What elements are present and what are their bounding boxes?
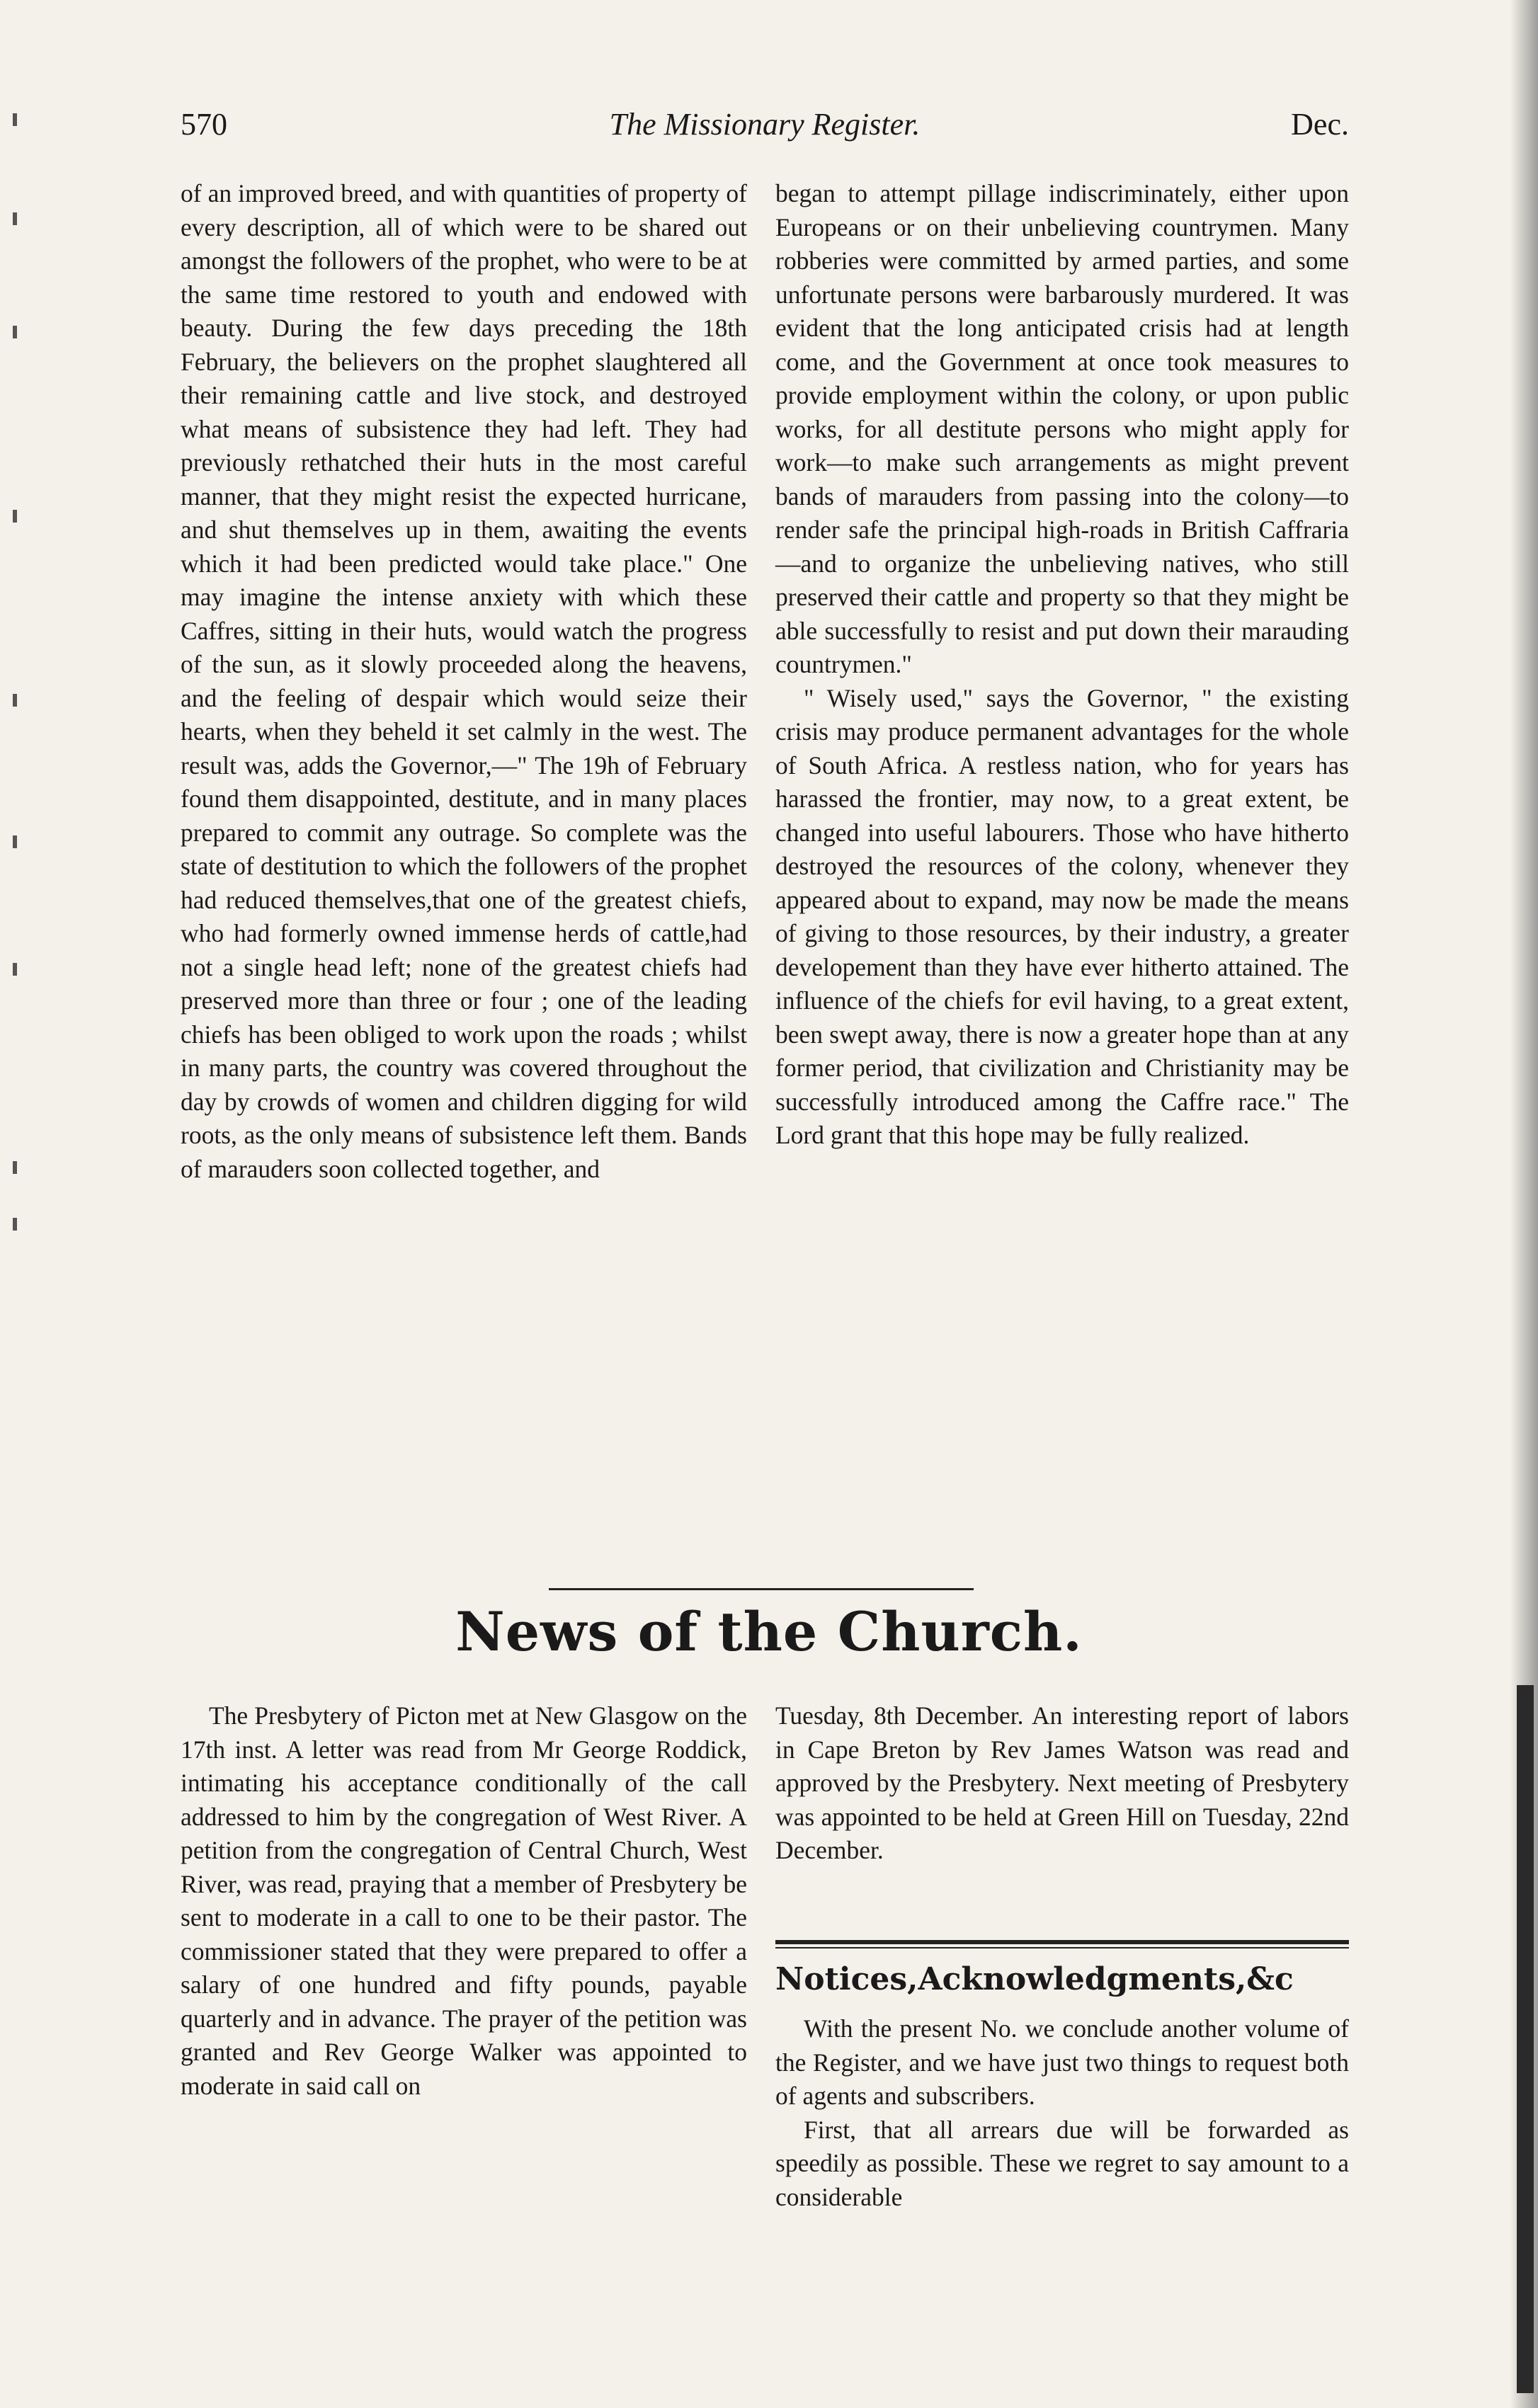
page-number: 570 bbox=[181, 107, 227, 142]
section-title: News of the Church. bbox=[455, 1600, 1083, 1663]
paragraph: Tuesday, 8th December. An interesting report of labors in Cape Breton by Rev James Watson was read and approved by the Presbytery. Next meeting of Presbytery was appointed to be held at Green Hill on Tuesday, 22nd December. bbox=[775, 1701, 1349, 1864]
paragraph: First, that all arrears due will be forwarded as speedily as possible. These we regret to say amount to a considerable bbox=[775, 2115, 1349, 2211]
running-head bbox=[181, 106, 1349, 156]
paragraph: The Presbytery of Picton met at New Glasgow on the 17th inst. A letter was read from Mr George Roddick, intimating his acceptance conditionally of the call addressed to him by the congregation of West River. A petition from the congregation of Central Church, West River, was read, praying that a member of Presbytery be sent to moderate in a call to one to be their pastor. The commissioner stated that they were prepared to offer a salary of one hundred and fifty pounds, payable quarterly and in advance. The prayer of the petition was granted and Rev George Walker was appointed to moderate in said call on bbox=[181, 1701, 748, 2100]
bottom-left-column bbox=[181, 1699, 747, 2103]
notices-divider bbox=[775, 1940, 1349, 1948]
notices-column bbox=[775, 2012, 1349, 2214]
binding-marks bbox=[0, 0, 42, 2408]
section-divider bbox=[549, 1588, 974, 1590]
issue-month: Dec. bbox=[1291, 107, 1349, 142]
paragraph: began to attempt pillage indiscriminately, either upon Europeans or on their unbelieving countrymen. Many robberies were committed by armed parties, and some unfortunate persons were barbarously murdered. It was evident that the long anticipated crisis had at length come, and the Government at once took measures to provide employment within the colony, or upon public works, for all destitute persons who might apply for work—to make such arrangements as might prevent bands of marauders from passing into the colony—to render safe the principal high-roads in British Caffraria—and to organize the unbelieving natives, who still preserved their cattle and property so that they might be able successfully to resist and put down their marauding countrymen." bbox=[775, 179, 1349, 678]
paragraph: " Wisely used," says the Governor, " the existing crisis may produce permanent advantages for the whole of South Africa. A restless nation, who for years has harassed the frontier, may now, to a great extent, be changed into useful labourers. Those who have hitherto destroyed the resources of the colony, whenever they appeared about to expand, may now be made the means of giving to those resources, by their industry, a greater developement than they have ever hitherto attained. The influence of the chiefs for evil having, to a great extent, been swept away, there is now a greater hope than at any former period, that civilization and Christianity may be successfully introduced among the Caffre race." The Lord grant that this hope may be fully realized. bbox=[775, 683, 1349, 1149]
paragraph: With the present No. we conclude another volume of the Register, and we have just two things to request both of agents and subscribers. bbox=[775, 2014, 1349, 2110]
notices-heading: Notices,Acknowledgments,&c bbox=[775, 1961, 1294, 1997]
paragraph: of an improved breed, and with quantities of property of every description, all of which were to be shared out amongst the followers of the prophet, who were to be at the same time restored to youth and endowed with beauty. During the few days preceding the 18th February, the believers on the prophet slaughtered all their remaining cattle and live stock, and destroyed what means of subsistence they had left. They had previously rethatched their huts in the most careful manner, that they might resist the expected hurricane, and shut themselves up in them, awaiting the events which it had been predicted would take place." One may imagine the intense anxiety with which these Caffres, sitting in their huts, would watch the progress of the sun, as it slowly proceeded along the heavens, and the feeling of despair which would seize their hearts, when they beheld it set calmly in the west. The result was, adds the Governor,—" The 19h of February found them disappointed, destitute, and in many places prepared to commit any outrage. So complete was the state of destitution to which the followers of the prophet had reduced themselves,that one of the greatest chiefs, who had formerly owned immense herds of cattle,had not a single head left; none of the greatest chiefs had preserved more than three or four ; one of the leading chiefs has been obliged to work upon the roads ; whilst in many parts, the country was covered throughout the day by crowds of women and children digging for wild roots, as the only means of subsistence left them. Bands of marauders soon collected together, and bbox=[181, 179, 747, 1183]
top-right-column bbox=[775, 177, 1349, 1153]
bottom-right-column bbox=[775, 1699, 1349, 1868]
journal-title: The Missionary Register. bbox=[609, 107, 921, 142]
page-edge-bar bbox=[1517, 1685, 1534, 2393]
top-left-column bbox=[181, 177, 747, 1186]
